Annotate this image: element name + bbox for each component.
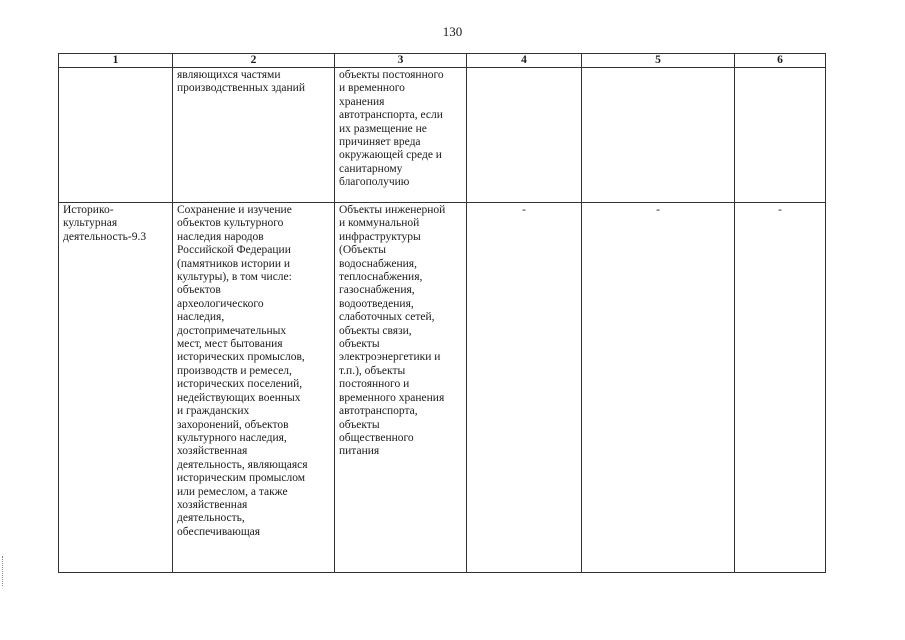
header-col-3: 3 [335, 54, 467, 68]
table-row [59, 68, 826, 203]
row1-col2-text: являющихся частями производственных зданий [177, 69, 305, 95]
row2-col5 [582, 203, 735, 573]
header-col-2: 2 [173, 54, 335, 68]
row2-col5-dash: - [656, 204, 660, 216]
row2-col1 [59, 203, 173, 573]
table-row [59, 203, 826, 573]
zoning-table [58, 53, 826, 573]
row2-col2 [173, 203, 335, 573]
header-row [59, 54, 826, 68]
row2-col6-dash: - [778, 204, 782, 216]
row1-col4 [467, 68, 582, 203]
row1-col5 [582, 68, 735, 203]
row2-col4 [467, 203, 582, 573]
row1-col3 [335, 68, 467, 203]
row2-col3-text: Объекты инженерной и коммунальной инфраструктуры (Объекты водоснабжения, теплоснабжения, газоснабжения, водоотведения, слаботочных сетей, объекты связи, объекты электроэнергетики и т.п.), объекты постоянного и временного хранения автотранспорта, объекты общественного питания [339, 204, 446, 458]
row2-col4-dash: - [522, 204, 526, 216]
row1-col6 [735, 68, 826, 203]
row1-col1 [59, 68, 173, 203]
row1-col3-text: объекты постоянного и временного хранения автотранспорта, если их размещение не причиняет вреда окружающей среде и санитарному благополучию [339, 69, 444, 189]
header-col-6: 6 [735, 54, 826, 68]
row2-col2-text: Сохранение и изучение объектов культурного наследия народов Российской Федерации (памятников истории и культуры), в том числе: объектов археологического наследия, достопримечательных мест, мест бытования исторических промыслов, производств и ремесел, исторических поселений, недействующих военных и гражданских захоронений, объектов культурного наследия, хозяйственная деятельность, являющаяся историческим промыслом или ремеслом, а также хозяйственная деятельность, обеспечивающая [177, 204, 308, 538]
header-col-5: 5 [582, 54, 735, 68]
row1-col2 [173, 68, 335, 203]
row2-col3 [335, 203, 467, 573]
scan-margin-mark [2, 556, 6, 586]
header-col-4: 4 [467, 54, 582, 68]
header-col-1: 1 [59, 54, 173, 68]
row2-col6 [735, 203, 826, 573]
row2-col1-text: Историко- культурная деятельность-9.3 [63, 204, 147, 243]
page-number: 130 [442, 24, 463, 39]
